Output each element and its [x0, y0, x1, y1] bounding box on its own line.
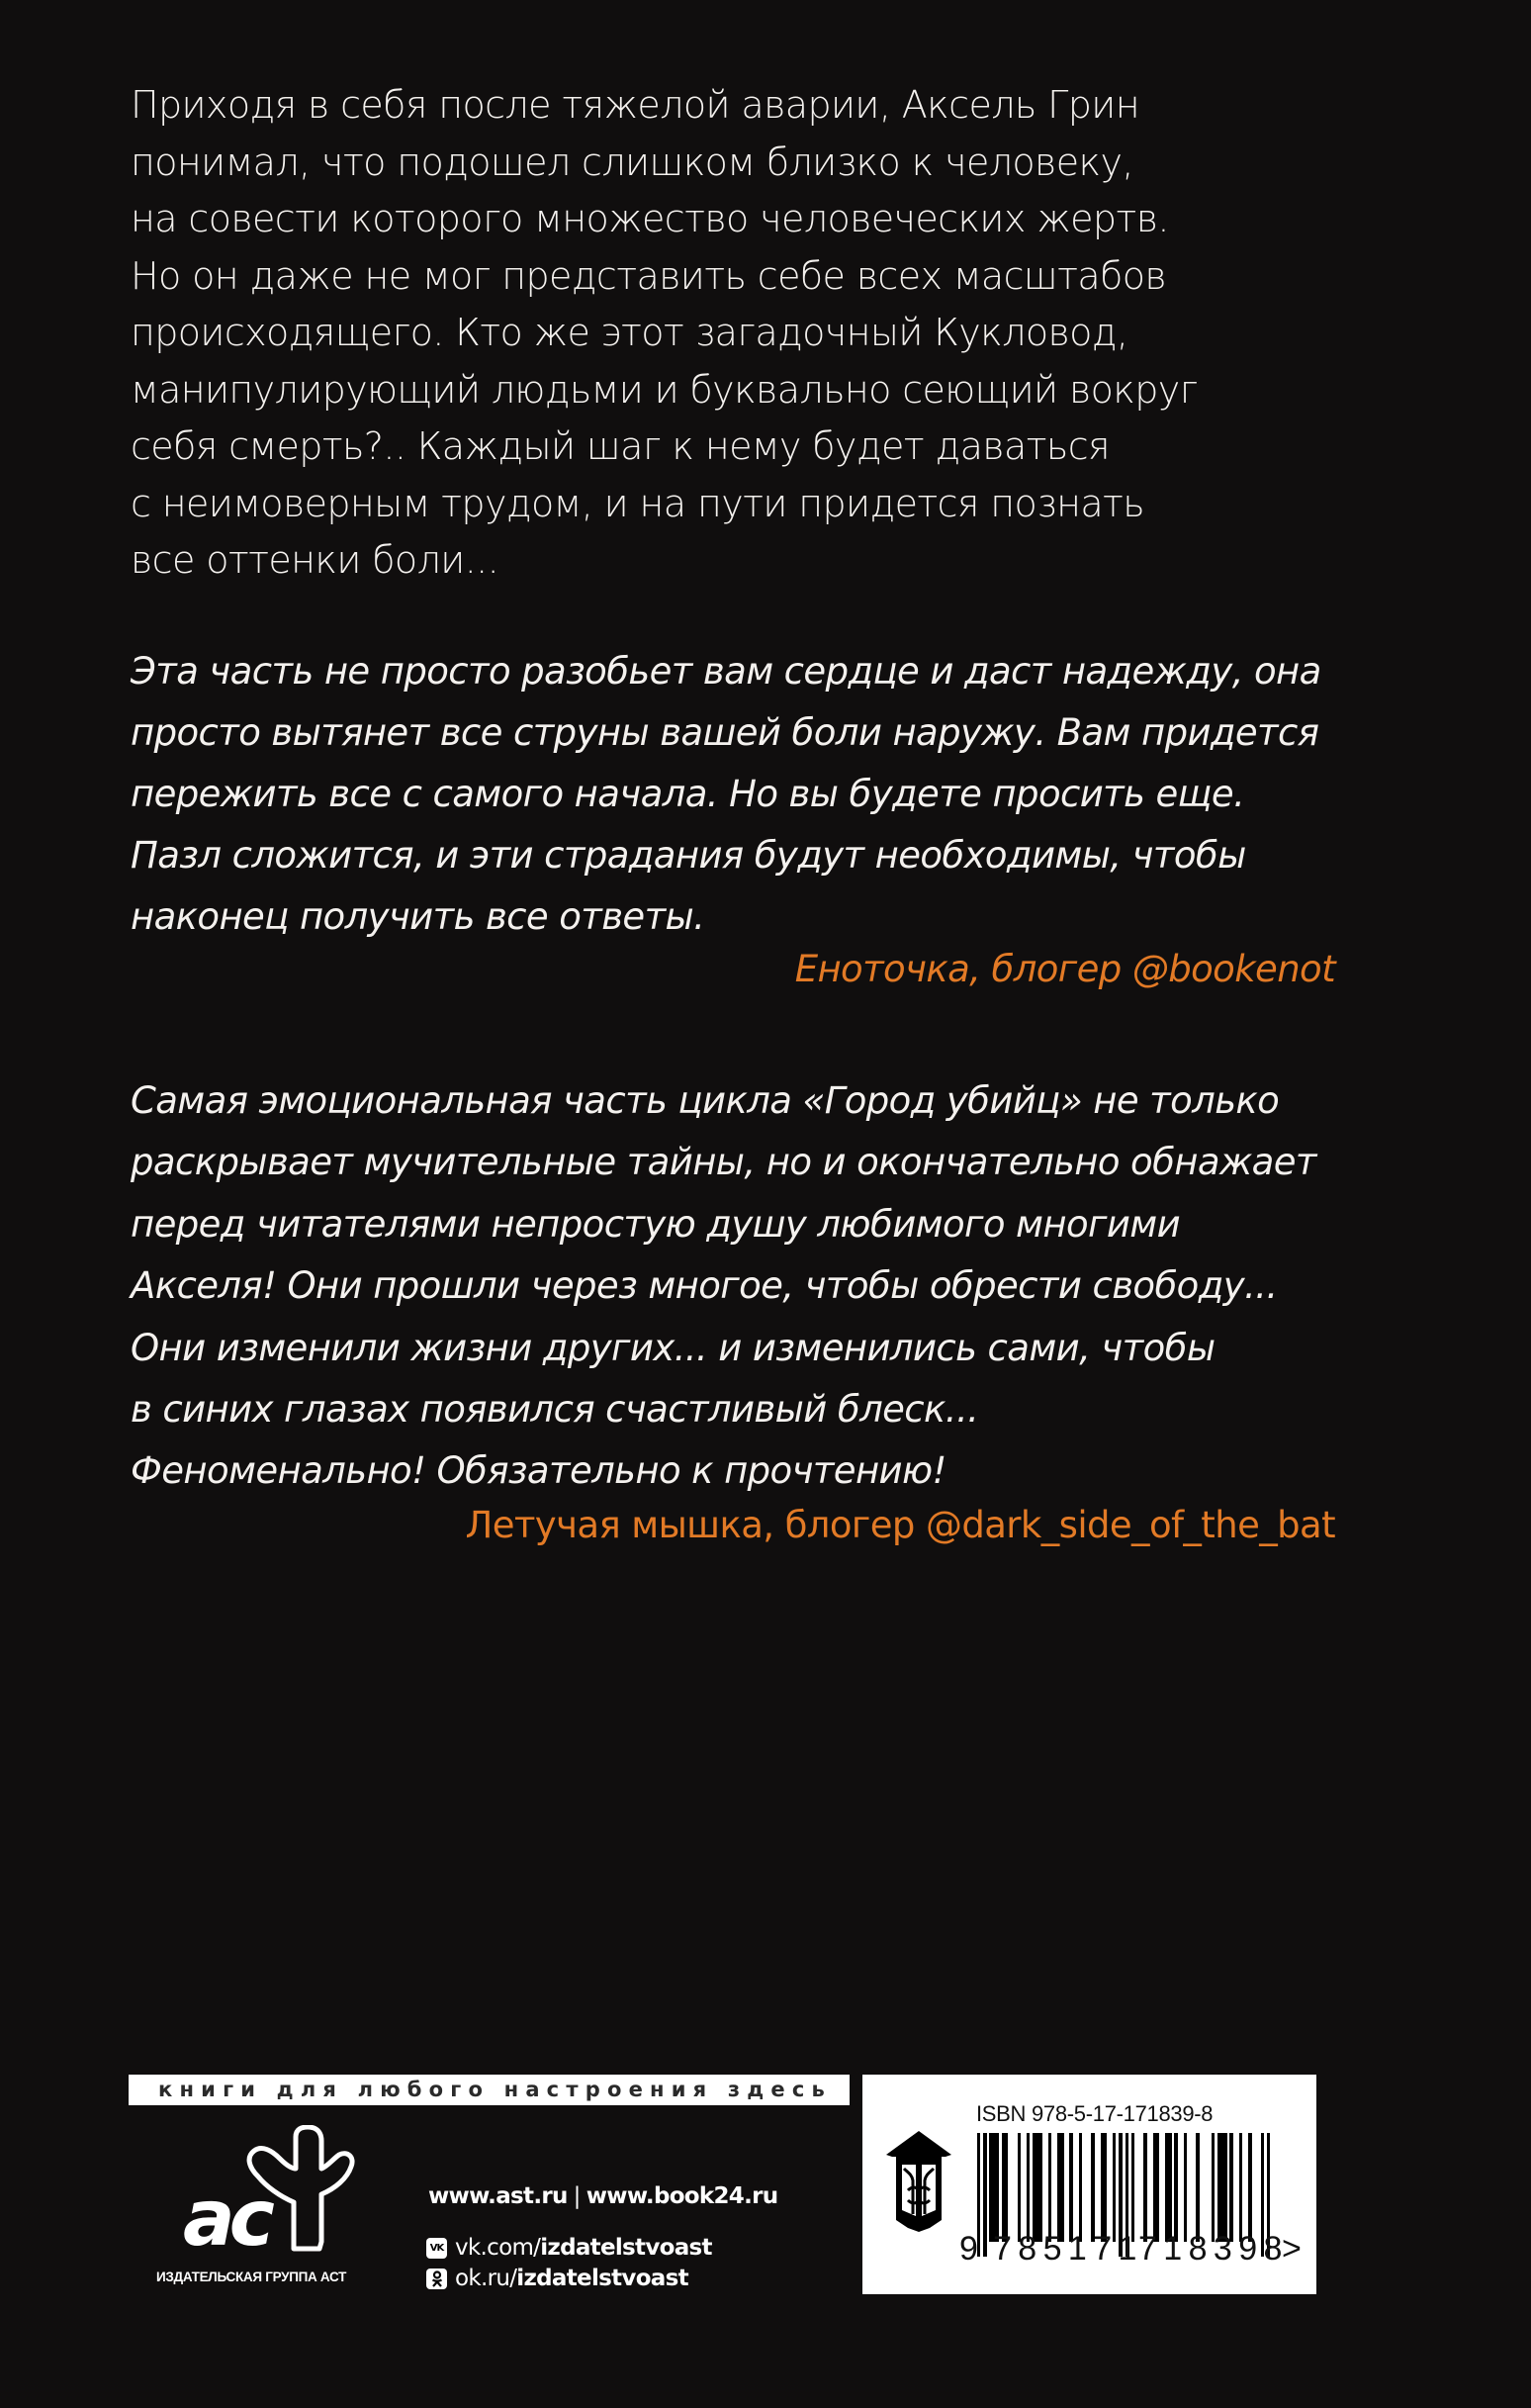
vk-prefix: vk.com/: [455, 2235, 541, 2261]
annotation-line: Но он даже не мог представить себе всех масштабов: [131, 253, 1167, 298]
review-line: наконец получить все ответы.: [131, 895, 705, 938]
review-line: пережить все с самого начала. Но вы будете просить еще.: [131, 773, 1245, 815]
barcode-bar: [1223, 2133, 1226, 2242]
barcode-bar: [1156, 2133, 1159, 2242]
barcode-bar: [1143, 2133, 1146, 2242]
vk-handle: izdatelstvoast: [540, 2235, 712, 2261]
barcode-bar: [1091, 2133, 1094, 2242]
barcode-digit-first: 9: [959, 2230, 985, 2268]
barcode-bar: [1239, 2133, 1242, 2242]
barcode-bar: [1104, 2133, 1107, 2242]
lantern-zh-icon: [886, 2131, 951, 2232]
barcode-bar: [1005, 2133, 1008, 2242]
barcode-bar: [1027, 2133, 1030, 2242]
barcode-digits-left: 785171: [993, 2230, 1143, 2268]
review-line: Пазл сложится, и эти страдания будут необходимы, чтобы: [131, 834, 1246, 877]
barcode-bar: [1196, 2133, 1199, 2242]
review-line: Самая эмоциональная часть цикла «Город убийц» не только: [131, 1079, 1280, 1122]
barcode-bar: [1131, 2133, 1134, 2242]
barcode-bar: [1113, 2133, 1116, 2242]
tagline-banner: книги для любого настроения здесь: [129, 2075, 850, 2105]
separator: |: [573, 2183, 581, 2209]
barcode-bar: [1069, 2133, 1072, 2242]
review-line: перед читателями непростую душу любимого многими: [131, 1202, 1181, 1246]
annotation-line: происходящего. Кто же этот загадочный Кукловод,: [131, 311, 1128, 354]
review-line: Они изменили жизни других... и изменились сами, чтобы: [131, 1326, 1216, 1369]
review-quote-1: [131, 641, 1377, 948]
link-ast[interactable]: www.ast.ru: [428, 2183, 568, 2209]
ok-icon: [426, 2269, 447, 2289]
annotation-line: себя смерть?.. Каждый шаг к нему будет даваться: [131, 424, 1110, 468]
ok-handle: izdatelstvoast: [516, 2266, 688, 2291]
review-author-1: Еноточка, блогер @bookenot: [794, 948, 1335, 990]
annotation-line: понимал, что подошел слишком близко к человеку,: [131, 139, 1133, 184]
review-line: раскрывает мучительные тайны, но и окончательно обнажает: [131, 1141, 1316, 1184]
annotation-paragraph: [131, 77, 1377, 590]
review-line: Феноменально! Обязательно к прочтению!: [131, 1449, 946, 1493]
barcode-quiet-mark: >: [1282, 2230, 1308, 2268]
isbn-label: ISBN 978-5-17-171839-8: [976, 2101, 1214, 2126]
ok-link[interactable]: [426, 2267, 688, 2290]
annotation-line: Приходя в себя после тяжелой аварии, Аксель Грин: [131, 83, 1139, 127]
link-book24[interactable]: www.book24.ru: [585, 2183, 778, 2209]
ast-logo: [183, 2125, 356, 2264]
ok-prefix: ok.ru/: [455, 2266, 517, 2291]
vk-link[interactable]: [426, 2236, 712, 2260]
barcode-bar: [1229, 2133, 1232, 2242]
review-line: Эта часть не просто разобьет вам сердце и даст надежду, она: [131, 650, 1321, 693]
barcode-bar: [1168, 2133, 1171, 2242]
vk-icon: VK: [426, 2238, 447, 2259]
logo-text: ac: [183, 2175, 269, 2264]
annotation-line: на совести которого множество человеческих жертв.: [131, 197, 1169, 240]
review-line: Акселя! Они прошли через многое, чтобы обрести свободу...: [131, 1264, 1278, 1308]
website-links: [428, 2183, 777, 2209]
review-line: просто вытянет все струны вашей боли наружу. Вам придется: [131, 711, 1319, 754]
barcode-bar: [1079, 2133, 1082, 2242]
barcode-bar: [1248, 2133, 1251, 2242]
barcode-bar: [1174, 2133, 1177, 2242]
barcode-bar: [1212, 2133, 1215, 2242]
barcode-bar: [1018, 2133, 1021, 2242]
annotation-line: все оттенки боли...: [131, 538, 499, 582]
barcode-bar: [1048, 2133, 1051, 2242]
annotation-line: с неимоверным трудом, и на пути придется познать: [131, 481, 1145, 525]
barcode-digits-right: 718398: [1138, 2230, 1289, 2268]
publisher-name: ИЗДАТЕЛЬСКАЯ ГРУППА АСТ: [156, 2269, 347, 2284]
barcode-bar: [996, 2133, 999, 2242]
review-author-2: Летучая мышка, блогер @dark_side_of_the_bat: [465, 1504, 1335, 1546]
annotation-line: манипулирующий людьми и буквально сеющий вокруг: [131, 367, 1198, 412]
review-quote-2: [131, 1070, 1377, 1503]
isbn-barcode-panel: [862, 2075, 1316, 2294]
barcode-bar: [1038, 2133, 1041, 2242]
barcode-bar: [1060, 2133, 1063, 2242]
barcode-bar: [1184, 2133, 1187, 2242]
review-line: в синих глазах появился счастливый блеск...: [131, 1388, 979, 1432]
